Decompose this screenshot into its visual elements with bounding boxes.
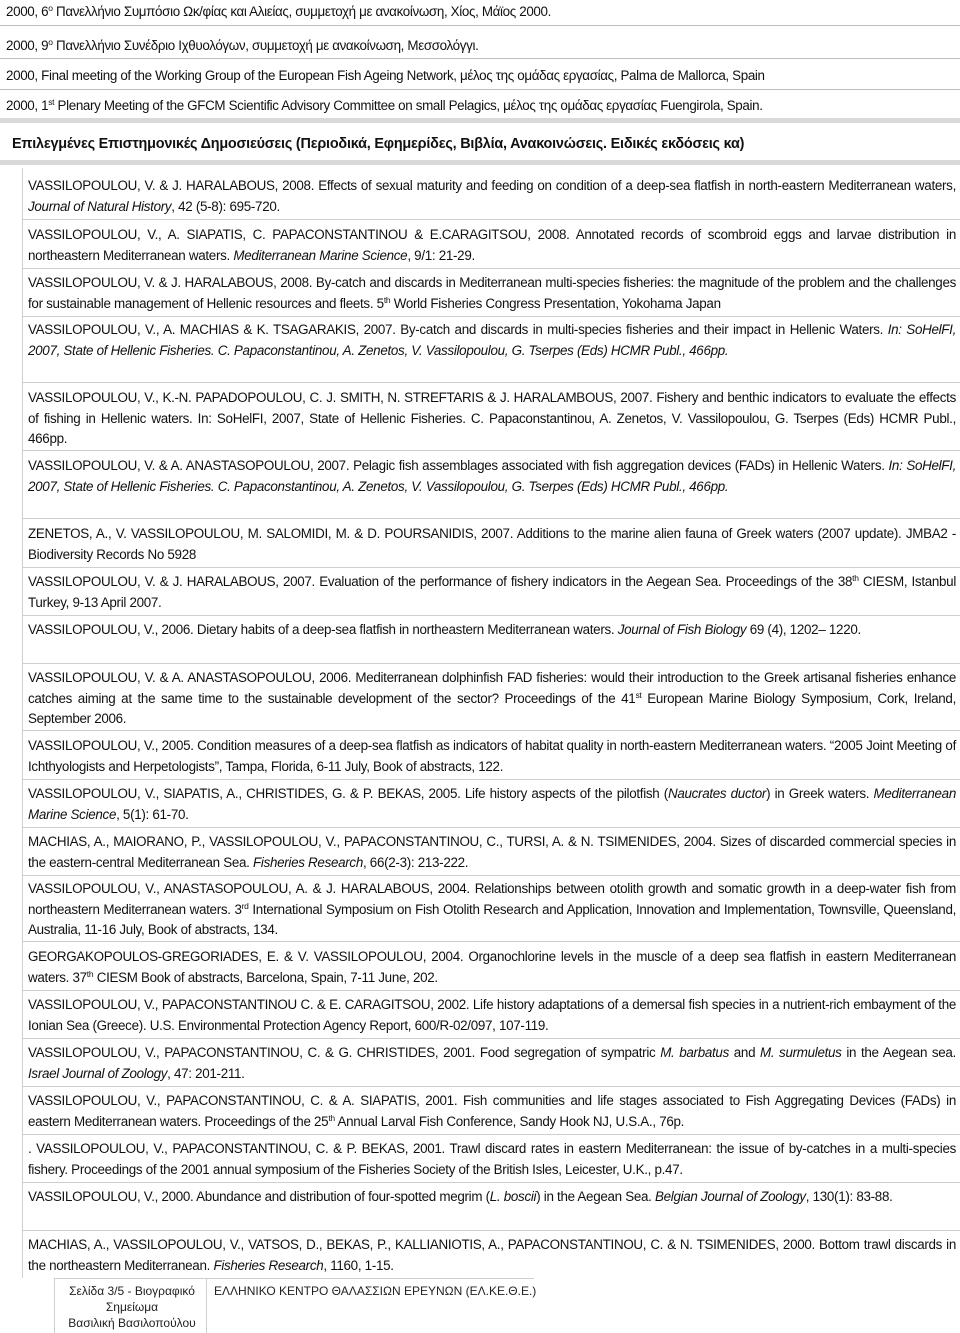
reference-entry: VASSILOPOULOU, V., 2000. Abundance and distribution of four-spotted megrim (L. boscii) in the Aegean Sea. Belgian Journal of Zoology, 130(1): 83-88. (28, 1189, 893, 1204)
reference-divider (22, 875, 960, 876)
reference-entry: VASSILOPOULOU, V., ANASTASOPOULOU, A. & J. HARALABOUS, 2004. Relationships between otolith growth and somatic growth in a deep-water fish from northeastern Mediterranean waters. 3rd International Symposium on Fish Otolith Research and Application, Innovation and Implementation, Townsville, Queensland, Australia, 11-16 July, Book of abstracts, 134. (28, 881, 957, 937)
reference-divider (22, 1086, 960, 1087)
reference-entry: VASSILOPOULOU, V., PAPACONSTANTINOU, C. & G. CHRISTIDES, 2001. Food segregation of sympatric M. barbatus and M. surmuletus in the Aegean sea. Israel Journal of Zoology, 47: 201-211. (28, 1045, 956, 1081)
row-divider (0, 89, 960, 90)
reference-entry: MACHIAS, A., MAIORANO, P., VASSILOPOULOU, V., PAPACONSTANTINOU, C., TURSI, A. & N. TSIMENIDES, 2004. Sizes of discarded commercial species in the eastern-central Mediterranean Sea. Fisheries Research, 66(2-3): 213-222. (28, 834, 956, 870)
conference-text: 2000, $6^o$ Πανελλήνιο Συμπόσιο Ωκ/φίας και Αλιείας, συμμετοχή με ανακοίνωση, Χίος, Μάϊος 2000. (6, 3, 551, 19)
reference-entry: VASSILOPOULOU, V., 2005. Condition measures of a deep-sea flatfish as indicators of habitat quality in north-eastern Mediterranean waters. “2005 Joint Meeting of Ichthyologists and Herpetologists”, Tampa, Florida, 6-11 July, Book of abstracts, 122. (28, 738, 956, 774)
reference-divider (22, 518, 960, 519)
reference-divider (22, 730, 960, 731)
conference-text: 2000, Final meeting of the Working Group of the European Fish Ageing Network, μέλος της ομάδας εργασίας, Palma de Mallorca, Spain (6, 68, 765, 83)
reference-entry: VASSILOPOULOU, V., A. MACHIAS & K. TSAGARAKIS, 2007. By-catch and discards in multi-species fisheries and their impact in Hellenic Waters. In: SoHelFI, 2007, State of Hellenic Fisheries. C. Papaconstantinou, A. Zenetos, V. Vassilopoulou, G. Tserpes (Eds) HCMR Publ., 466pp. (28, 322, 957, 358)
reference-divider (22, 990, 960, 991)
footer-page-line: Βασιλική Βασιλοπούλου (68, 1316, 196, 1330)
reference-divider (22, 450, 960, 451)
reference-divider (22, 268, 960, 269)
reference-divider (22, 1182, 960, 1183)
reference-border (22, 168, 23, 1278)
reference-entry: VASSILOPOULOU, V., 2006. Dietary habits of a deep-sea flatfish in northeastern Mediterranean waters. Journal of Fish Biology 69 (4), 1202– 1220. (28, 622, 861, 637)
reference-divider (22, 663, 960, 664)
footer-page-line: Σημείωμα (105, 1300, 159, 1314)
reference-entry: VASSILOPOULOU, V., PAPACONSTANTINOU C. & E. CARAGITSOU, 2002. Life history adaptations of a demersal fish species in a nutrient-rich embayment of the Ionian Sea (Greece). U.S. Environmental Protection Agency Report, 600/R-02/097, 107-119. (28, 997, 956, 1033)
reference-entry: ZENETOS, A., V. VASSILOPOULOU, M. SALOMIDI, M. & D. POURSANIDIS, 2007. Additions to the marine alien fauna of Greek waters (2007 update). JMBA2 - Biodiversity Records No 5928 (28, 526, 956, 562)
conference-text: 2000, 1st Plenary Meeting of the GFCM Scientific Advisory Committee on small Pelagics, μέλος της ομάδας εργασίας Fuengirola, Spain. (6, 97, 763, 113)
footer-page-line: Σελίδα 3/5 - Βιογραφικό (69, 1284, 195, 1298)
reference-entry: VASSILOPOULOU, V., A. SIAPATIS, C. PAPACONSTANTINOU & E.CARAGITSOU, 2008. Annotated records of scombroid eggs and larvae distribution in northeastern Mediterranean waters. Mediterranean Marine Science, 9/1: 21-29. (28, 227, 956, 263)
reference-entry: VASSILOPOULOU, V., SIAPATIS, A., CHRISTIDES, G. & P. BEKAS, 2005. Life history aspects of the pilotfish (Naucrates ductor) in Greek waters. Mediterranean Marine Science, 5(1): 61-70. (28, 786, 956, 822)
footer-divider (54, 1278, 534, 1279)
reference-divider (22, 316, 960, 317)
reference-divider (22, 219, 960, 220)
reference-entry: VASSILOPOULOU, V. & A. ANASTASOPOULOU, 2007. Pelagic fish assemblages associated with fish aggregation devices (FADs) in Hellenic Waters. In: SoHelFI, 2007, State of Hellenic Fisheries. C. Papaconstantinou, A. Zenetos, V. Vassilopoulou, G. Tserpes (Eds) HCMR Publ., 466pp. (28, 458, 957, 494)
reference-entry: VASSILOPOULOU, V. & J. HARALABOUS, 2008. Effects of sexual maturity and feeding on condition of a deep-sea flatfish in north-eastern Mediterranean waters, Journal of Natural History, 42 (5-8): 695-720. (28, 178, 956, 214)
section-heading: Επιλεγμένες Επιστημονικές Δημοσιεύσεις (Περιοδικά, Εφημερίδες, Βιβλία, Ανακοινώσεις. Ειδικές εκδόσεις κα) (12, 136, 745, 152)
reference-divider (22, 779, 960, 780)
reference-divider (22, 1134, 960, 1135)
reference-entry: VASSILOPOULOU, V., PAPACONSTANTINOU, C. & A. SIAPATIS, 2001. Fish communities and life stages associated to Fish Aggregating Devices (FADs) in eastern Mediterranean waters. Proceedings of the 25th Annual Larval Fish Conference, Sandy Hook NJ, U.S.A., 76p. (28, 1093, 956, 1129)
reference-entry: VASSILOPOULOU, V., K.-N. PAPADOPOULOU, C. J. SMITH, N. STREFTARIS & J. HARALAMBOUS, 2007. Fishery and benthic indicators to evaluate the effects of fishing in Hellenic waters. In: SoHelFI, 2007, State of Hellenic Fisheries. C. Papaconstantinou, A. Zenetos, V. Vassilopoulou, G. Tserpes (Eds) HCMR Publ., 466pp. (28, 390, 956, 446)
reference-divider (22, 1038, 960, 1039)
reference-divider (22, 615, 960, 616)
section-gap (0, 118, 960, 123)
section-gap (0, 160, 960, 165)
footer-border (206, 1278, 207, 1333)
reference-divider (22, 827, 960, 828)
footer-border (54, 1278, 55, 1333)
reference-divider (22, 1230, 960, 1231)
conference-text: 2000, $9^o$ Πανελλήνιο Συνέδριο Ιχθυολόγων, συμμετοχή με ανακοίνωση, Μεσσολόγγι. (6, 37, 479, 53)
row-divider (0, 25, 960, 26)
footer-page-label (62, 1283, 202, 1331)
reference-entry: GEORGAKOPOULOS-GREGORIADES, E. & V. VASSILOPOULOU, 2004. Organochlorine levels in the muscle of a deep sea flatfish in eastern Mediterranean waters. 37th CIESM Book of abstracts, Barcelona, Spain, 7-11 June, 202. (28, 949, 956, 985)
reference-entry: VASSILOPOULOU, V. & A. ANASTASOPOULOU, 2006. Mediterranean dolphinfish FAD fisheries: would their introduction to the Greek artisanal fisheries enhance catches aiming at the same time to the sustainable development of the sector? Proceedings of the 41st European Marine Biology Symposium, Cork, Ireland, September 2006. (28, 670, 956, 726)
reference-entry: . VASSILOPOULOU, V., PAPACONSTANTINOU, C. & P. BEKAS, 2001. Trawl discard rates in eastern Mediterranean: the issue of by-catches in a multi-species fishery. Proceedings of the 2001 annual symposium of the Fisheries Society of the British Isles, Leicester, U.K., p.47. (28, 1141, 956, 1177)
footer-institute: ΕΛΛΗΝΙΚΟ ΚΕΝΤΡΟ ΘΑΛΑΣΣΙΩΝ ΕΡΕΥΝΩΝ (ΕΛ.ΚΕ.Θ.Ε.) (214, 1284, 537, 1298)
reference-entry: VASSILOPOULOU, V. & J. HARALABOUS, 2007. Evaluation of the performance of fishery indicators in the Aegean Sea. Proceedings of the 38th CIESM, Istanbul Turkey, 9-13 April 2007. (28, 573, 957, 610)
reference-entry: MACHIAS, A., VASSILOPOULOU, V., VATSOS, D., BEKAS, P., KALLIANIOTIS, A., PAPACONSTANTINOU, C. & N. TSIMENIDES, 2000. Bottom trawl discards in the northeastern Mediterranean. Fisheries Research, 1160, 1-15. (28, 1237, 956, 1273)
reference-divider (22, 382, 960, 383)
row-divider (0, 58, 960, 59)
reference-entry: VASSILOPOULOU, V. & J. HARALABOUS, 2008. By-catch and discards in Mediterranean multi-species fisheries: the magnitude of the problem and the challenges for sustainable management of Hellenic resources and fleets. 5th World Fisheries Congress Presentation, Yokohama Japan (28, 275, 956, 311)
reference-divider (22, 567, 960, 568)
reference-divider (22, 941, 960, 942)
